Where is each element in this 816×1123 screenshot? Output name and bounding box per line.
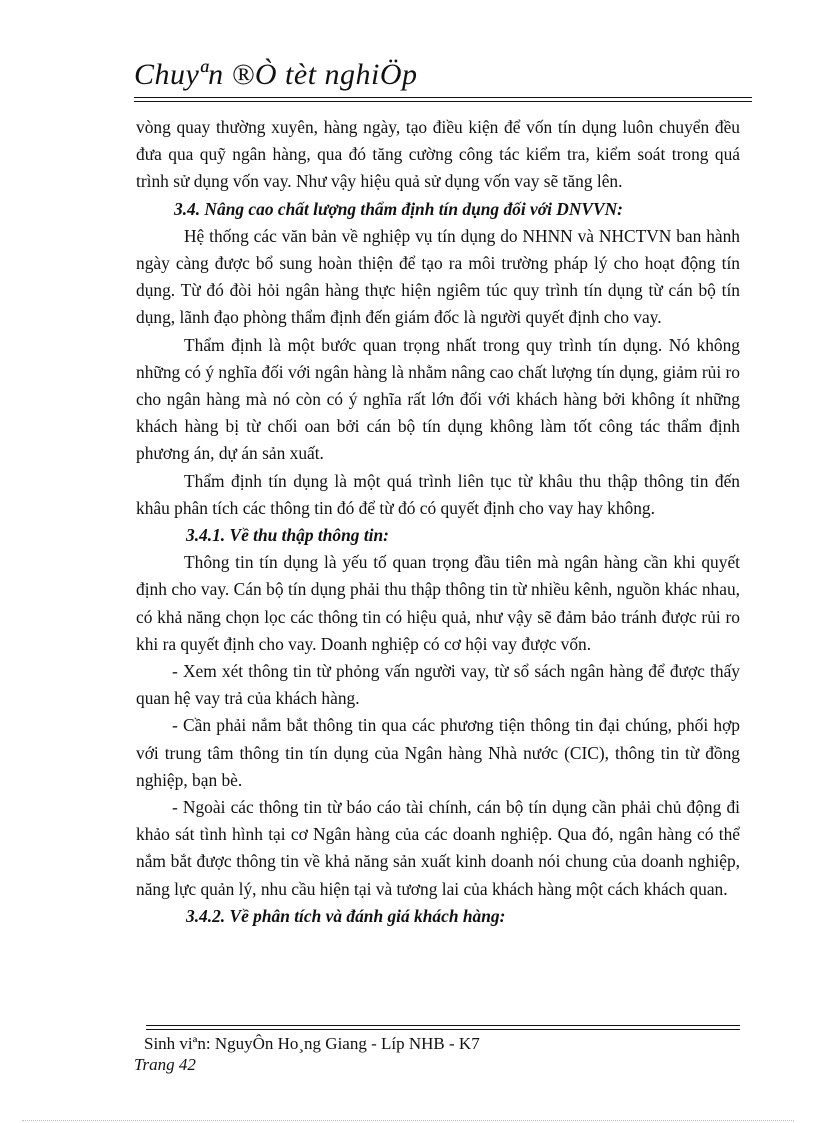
header-title: Chuyªn ®Ò tèt nghiÖp (134, 58, 418, 91)
header-rule (134, 97, 752, 98)
footer-author: Sinh viªn: NguyÔn Ho¸ng Giang - Líp NHB - K7 (144, 1034, 480, 1053)
list-item: - Xem xét thông tin từ phỏng vấn người vay, từ sổ sách ngân hàng để được thấy quan hệ vay trả của khách hàng. (136, 661, 740, 709)
document-body (136, 114, 740, 930)
paragraph: Thẩm định là một bước quan trọng nhất trong quy trình tín dụng. Nó không những có ý nghĩa đối với ngân hàng là nhằm nâng cao chất lượng tín dụng, giảm rủi ro cho ngân hàng mà nó còn có ý nghĩa rất lớn đối với khách hàng bởi không ít những khách hàng bị từ chối oan bởi cán bộ tín dụng không làm tốt công tác thẩm định phương án, dự án sản xuất. (136, 334, 740, 464)
paragraph: Hệ thống các văn bản về nghiệp vụ tín dụng do NHNN và NHCTVN ban hành ngày càng được bổ sung hoàn thiện để tạo ra môi trường pháp lý cho hoạt động tín dụng. Từ đó đòi hỏi ngân hàng thực hiện ngiêm túc quy trình tín dụng từ cán bộ tín dụng, lãnh đạo phòng thẩm định đến giám đốc là người quyết định cho vay. (136, 225, 740, 328)
footer-rule-thin (146, 1029, 740, 1030)
paragraph: Thẩm định tín dụng là một quá trình liên tục từ khâu thu thập thông tin đến khâu phân tích các thông tin đó để từ đó có quyết định cho vay hay không. (136, 470, 740, 518)
section-heading-3-4: 3.4. Nâng cao chất lượng thẩm định tín dụng đối với DNVVN: (174, 198, 623, 219)
paragraph: Thông tin tín dụng là yếu tố quan trọng đầu tiên mà ngân hàng cần khi quyết định cho vay. Cán bộ tín dụng phải thu thập thông tin từ nhiều kênh, nguồn khác nhau, có khả năng chọn lọc các thông tin có hiệu quả, như vậy sẽ đảm bảo tránh được rủi ro khi ra quyết định cho vay. Doanh nghiệp có cơ hội vay được vốn. (136, 552, 740, 654)
page-edge-divider (22, 1120, 794, 1121)
section-heading-3-4-1: 3.4.1. Về thu thập thông tin: (186, 525, 389, 546)
page-number: Trang 42 (134, 1055, 196, 1074)
paragraph-continuation: vòng quay thường xuyên, hàng ngày, tạo điều kiện để vốn tín dụng luôn chuyển đều đưa qua quỹ ngân hàng, qua đó tăng cường công tác kiểm tra, kiểm soát trong quá trình sử dụng vốn vay. Như vậy hiệu quả sử dụng vốn vay sẽ tăng lên. (136, 117, 740, 192)
footer-rule (146, 1025, 740, 1026)
header-rule-thin (134, 101, 752, 102)
section-heading-3-4-2: 3.4.2. Về phân tích và đánh giá khách hàng: (186, 905, 506, 926)
list-item: - Cần phải nắm bắt thông tin qua các phương tiện thông tin đại chúng, phối hợp với trung tâm thông tin tín dụng của Ngân hàng Nhà nước (CIC), thông tin từ đồng nghiệp, bạn bè. (136, 715, 740, 790)
list-item: - Ngoài các thông tin từ báo cáo tài chính, cán bộ tín dụng cần phải chủ động đi khảo sát tình hình tại cơ Ngân hàng của các doanh nghiệp. Qua đó, ngân hàng có thể nắm bắt được thông tin về khả năng sản xuất kinh doanh nói chung của doanh nghiệp, năng lực quản lý, nhu cầu hiện tại và tương lai của khách hàng một cách khách quan. (136, 797, 740, 899)
